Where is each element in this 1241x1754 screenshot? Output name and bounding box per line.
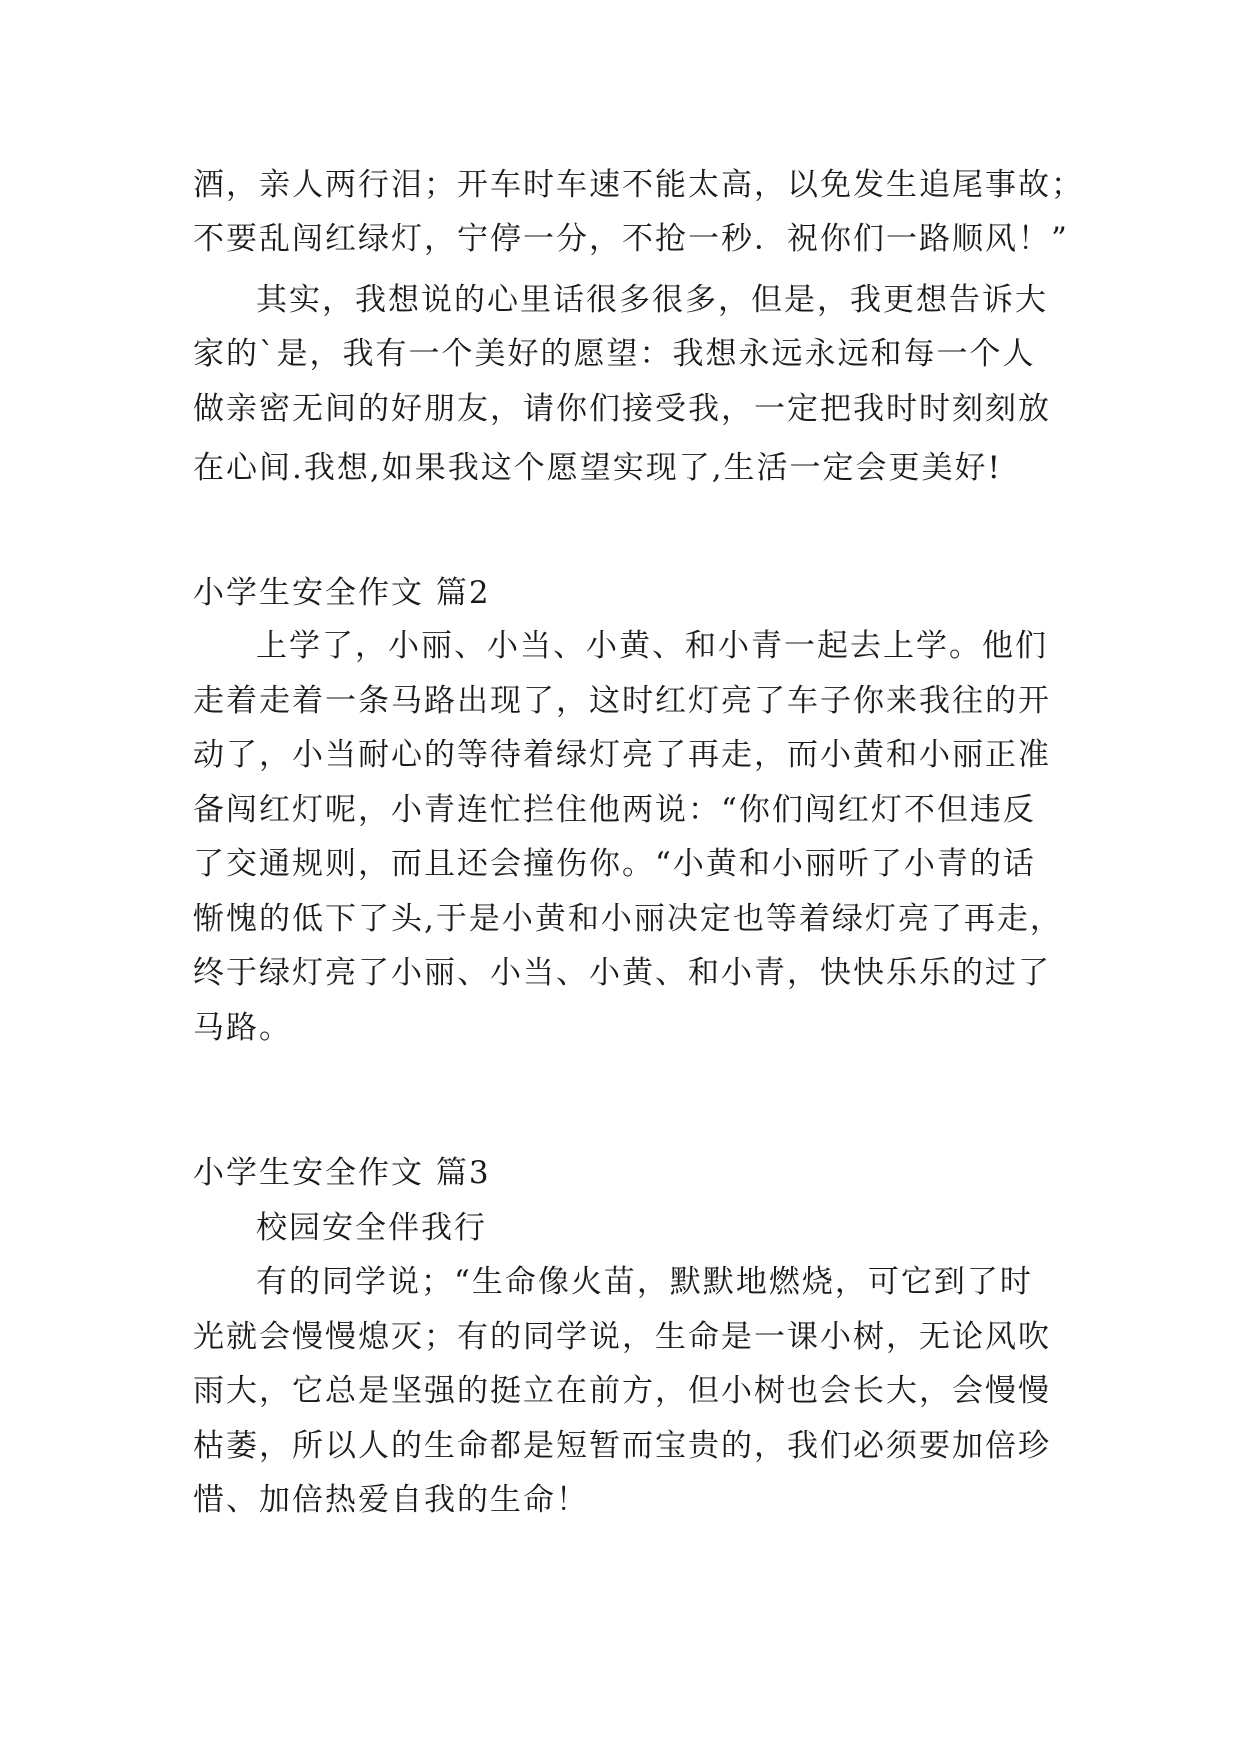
text-line: 枯萎，所以人的生命都是短暂而宝贵的，我们必须要加倍珍 (193, 1428, 1051, 1464)
text-line: 不要乱闯红绿灯，宁停一分，不抢一秒．祝你们一路顺风！” (193, 221, 1069, 257)
text-line: 做亲密无间的好朋友，请你们接受我，一定把我时时刻刻放 (193, 391, 1051, 427)
section-heading: 小学生安全作文 篇2 (193, 575, 491, 611)
text-line: 家的`是，我有一个美好的愿望：我想永远永远和每一个人 (193, 336, 1036, 372)
text-line: 光就会慢慢熄灭；有的同学说，生命是一课小树，无论风吹 (193, 1319, 1051, 1355)
paragraph-line: 上学了，小丽、小当、小黄、和小青一起去上学。他们 (256, 628, 1048, 664)
text-line: 酒，亲人两行泪；开车时车速不能太高，以免发生追尾事故； (193, 167, 1084, 203)
text-line: 惭愧的低下了头,于是小黄和小丽决定也等着绿灯亮了再走， (193, 901, 1063, 937)
text-line: 马路。 (193, 1010, 292, 1046)
text-line: 走着走着一条马路出现了，这时红灯亮了车子你来我往的开 (193, 683, 1051, 719)
text-line: 了交通规则，而且还会撞伤你。“小黄和小丽听了小青的话 (193, 846, 1036, 882)
text-line: 雨大，它总是坚强的挺立在前方，但小树也会长大，会慢慢 (193, 1373, 1051, 1409)
paragraph-line: 有的同学说；“生命像火苗，默默地燃烧，可它到了时 (256, 1264, 1033, 1300)
paragraph-line: 其实，我想说的心里话很多很多，但是，我更想告诉大 (256, 282, 1048, 318)
text-line: 惜、加倍热爱自我的生命！ (193, 1482, 589, 1518)
text-line: 动了，小当耐心的等待着绿灯亮了再走，而小黄和小丽正准 (193, 737, 1051, 773)
text-line: 终于绿灯亮了小丽、小当、小黄、和小青，快快乐乐的过了 (193, 955, 1051, 991)
section-heading: 小学生安全作文 篇3 (193, 1155, 491, 1191)
essay-title: 校园安全伴我行 (256, 1210, 487, 1246)
text-line: 在心间.我想,如果我这个愿望实现了,生活一定会更美好! (193, 450, 1003, 486)
text-line: 备闯红灯呢，小青连忙拦住他两说：“你们闯红灯不但违反 (193, 792, 1036, 828)
